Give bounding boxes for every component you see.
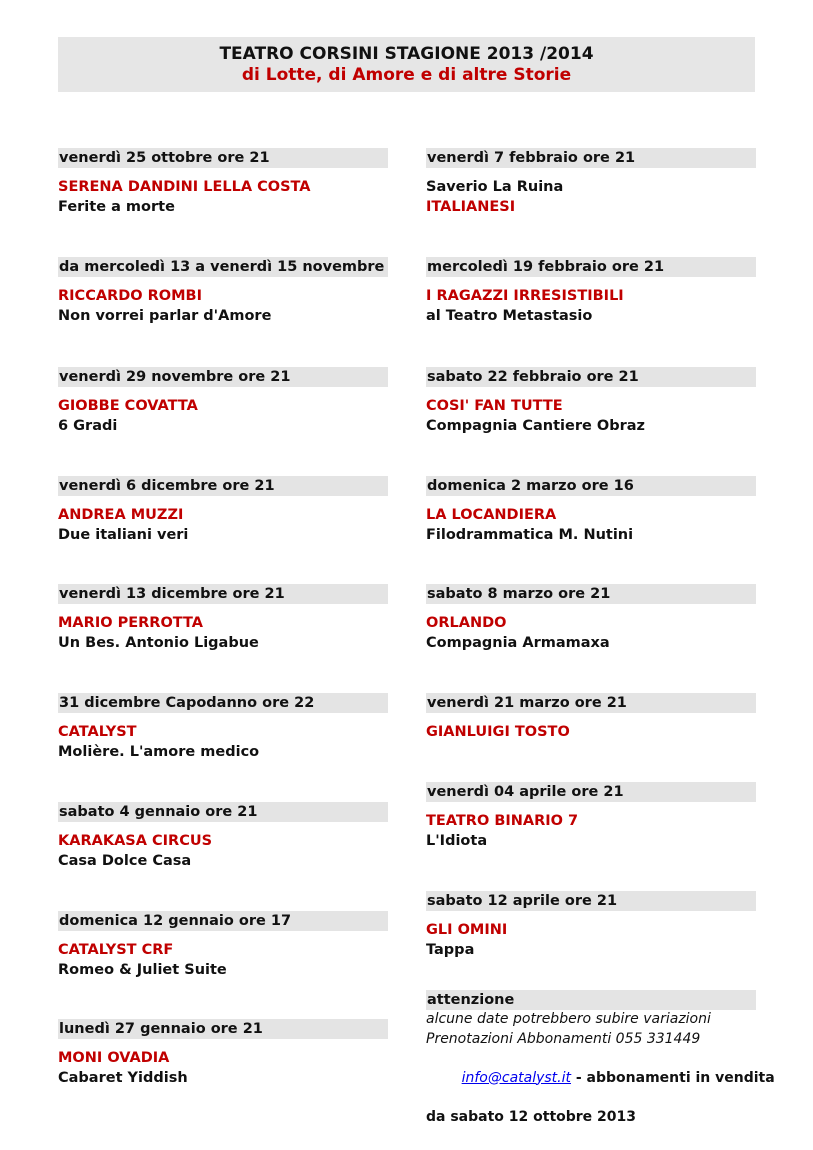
event-date: domenica 2 marzo ore 16 (426, 476, 756, 496)
event-card (58, 693, 388, 762)
event-date: venerdì 6 dicembre ore 21 (58, 476, 388, 496)
event-card (426, 782, 756, 851)
event-date: domenica 12 gennaio ore 17 (58, 911, 388, 931)
event-title: I RAGAZZI IRRESISTIBILI (426, 288, 624, 304)
season-title: TEATRO CORSINI STAGIONE 2013 /2014 (219, 44, 594, 64)
event-subtitle: Non vorrei parlar d'Amore (58, 308, 272, 324)
event-date: venerdì 25 ottobre ore 21 (58, 148, 388, 168)
event-title: GIANLUIGI TOSTO (426, 724, 570, 740)
event-card (58, 367, 388, 436)
event-date: 31 dicembre Capodanno ore 22 (58, 693, 388, 713)
event-subtitle: Tappa (426, 942, 475, 958)
event-title: RICCARDO ROMBI (58, 288, 203, 304)
event-title: ANDREA MUZZI (58, 507, 184, 523)
event-card (58, 257, 388, 326)
event-card (58, 584, 388, 653)
event-card (426, 367, 756, 436)
event-title: ITALIANESI (426, 199, 516, 215)
season-subtitle: di Lotte, di Amore e di altre Storie (241, 65, 572, 85)
event-title: MARIO PERROTTA (58, 615, 203, 631)
event-date: da mercoledì 13 a venerdì 15 novembre (58, 257, 388, 277)
event-subtitle: al Teatro Metastasio (426, 308, 593, 324)
event-subtitle: 6 Gradi (58, 418, 118, 434)
event-subtitle: Casa Dolce Casa (58, 853, 192, 869)
event-date: mercoledì 19 febbraio ore 21 (426, 257, 756, 277)
event-card (426, 891, 756, 960)
event-subtitle: Molière. L'amore medico (58, 744, 260, 760)
event-date: venerdì 21 marzo ore 21 (426, 693, 756, 713)
event-subtitle: Filodrammatica M. Nutini (426, 527, 634, 543)
event-card (426, 476, 756, 545)
event-subtitle: Cabaret Yiddish (58, 1070, 188, 1086)
event-date: lunedì 27 gennaio ore 21 (58, 1019, 388, 1039)
season-header (58, 37, 755, 92)
notice-sale-start: da sabato 12 ottobre 2013 (426, 1108, 637, 1125)
notice-subscriptions: - abbonamenti in vendita (571, 1069, 775, 1086)
event-subtitle: Un Bes. Antonio Ligabue (58, 635, 259, 651)
event-subtitle: Due italiani veri (58, 527, 189, 543)
event-card (426, 257, 756, 326)
event-title: ORLANDO (426, 615, 507, 631)
event-subtitle: Ferite a morte (58, 199, 175, 215)
notice-heading: attenzione (426, 990, 756, 1010)
event-subtitle: Compagnia Armamaxa (426, 635, 610, 651)
email-link[interactable]: info@catalyst.it (461, 1069, 571, 1086)
event-title: SERENA DANDINI LELLA COSTA (58, 179, 311, 195)
event-subtitle: Compagnia Cantiere Obraz (426, 418, 645, 434)
event-date: venerdì 29 novembre ore 21 (58, 367, 388, 387)
event-subtitle: L'Idiota (426, 833, 488, 849)
event-date: sabato 22 febbraio ore 21 (426, 367, 756, 387)
event-card (58, 1019, 388, 1088)
event-performer: Saverio La Ruina (426, 179, 564, 195)
event-title: GLI OMINI (426, 922, 508, 938)
notice-variations: alcune date potrebbero subire variazioni (426, 1011, 711, 1027)
event-date: sabato 4 gennaio ore 21 (58, 802, 388, 822)
event-card (426, 584, 756, 653)
event-title: LA LOCANDIERA (426, 507, 557, 523)
event-title: CATALYST (58, 724, 137, 740)
event-date: venerdì 7 febbraio ore 21 (426, 148, 756, 168)
event-title: CATALYST CRF (58, 942, 174, 958)
event-title: TEATRO BINARIO 7 (426, 813, 579, 829)
event-card (426, 693, 756, 742)
notice-box (426, 990, 775, 1127)
event-date: sabato 12 aprile ore 21 (426, 891, 756, 911)
event-card (58, 476, 388, 545)
event-card (58, 802, 388, 871)
event-date: venerdì 13 dicembre ore 21 (58, 584, 388, 604)
event-card (426, 148, 756, 217)
notice-booking-phone: Prenotazioni Abbonamenti 055 331449 (426, 1030, 701, 1047)
event-title: COSI' FAN TUTTE (426, 398, 563, 414)
event-title: KARAKASA CIRCUS (58, 833, 213, 849)
event-card (58, 148, 388, 217)
event-title: GIOBBE COVATTA (58, 398, 198, 414)
event-date: venerdì 04 aprile ore 21 (426, 782, 756, 802)
event-date: sabato 8 marzo ore 21 (426, 584, 756, 604)
event-title: MONI OVADIA (58, 1050, 170, 1066)
event-card (58, 911, 388, 980)
event-subtitle: Romeo & Juliet Suite (58, 962, 227, 978)
